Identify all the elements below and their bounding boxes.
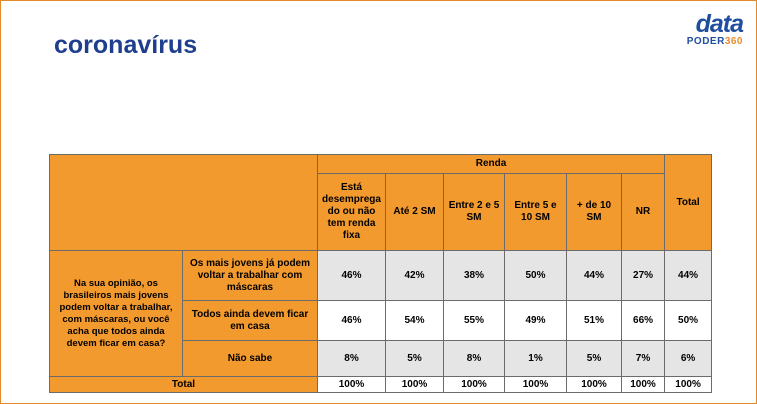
table-cell-total: 100% bbox=[665, 377, 712, 393]
table-cell: 66% bbox=[622, 301, 665, 341]
table-cell: 8% bbox=[318, 341, 386, 377]
table-cell: 46% bbox=[318, 251, 386, 301]
table-cell: 55% bbox=[444, 301, 505, 341]
table-cell: 27% bbox=[622, 251, 665, 301]
logo-subtitle bbox=[687, 36, 743, 47]
header-row-group bbox=[50, 155, 712, 174]
table-cell: 50% bbox=[505, 251, 567, 301]
total-row bbox=[50, 377, 712, 393]
column-header: Está desemprega do ou não tem renda fixa bbox=[318, 174, 386, 251]
column-header: Entre 5 e 10 SM bbox=[505, 174, 567, 251]
total-row-label: Total bbox=[50, 377, 318, 393]
survey-table bbox=[49, 154, 712, 393]
table-cell: 38% bbox=[444, 251, 505, 301]
table-cell: 44% bbox=[567, 251, 622, 301]
column-header: Entre 2 e 5 SM bbox=[444, 174, 505, 251]
table-cell: 49% bbox=[505, 301, 567, 341]
logo-brand: PODER bbox=[686, 36, 725, 47]
group-header: Renda bbox=[318, 155, 665, 174]
column-header: NR bbox=[622, 174, 665, 251]
header-corner bbox=[50, 155, 318, 251]
datapoder360-logo bbox=[661, 11, 743, 51]
logo-word: data bbox=[695, 10, 743, 38]
table-cell: 100% bbox=[622, 377, 665, 393]
table-row bbox=[50, 251, 712, 301]
table-cell: 100% bbox=[444, 377, 505, 393]
table-cell: 46% bbox=[318, 301, 386, 341]
table-cell: 1% bbox=[505, 341, 567, 377]
page-title: coronavírus bbox=[54, 31, 198, 59]
row-label: Os mais jovens já podem voltar a trabalhar com máscaras bbox=[183, 251, 318, 301]
table-cell: 54% bbox=[386, 301, 444, 341]
table-cell: 7% bbox=[622, 341, 665, 377]
logo-number: 360 bbox=[724, 36, 743, 47]
table-cell: 42% bbox=[386, 251, 444, 301]
table-cell: 100% bbox=[505, 377, 567, 393]
row-label: Todos ainda devem ficar em casa bbox=[183, 301, 318, 341]
table-cell-total: 44% bbox=[665, 251, 712, 301]
table-cell: 100% bbox=[567, 377, 622, 393]
table-cell: 5% bbox=[386, 341, 444, 377]
table-cell-total: 6% bbox=[665, 341, 712, 377]
question-cell: Na sua opinião, os brasileiros mais jovens podem voltar a trabalhar, com máscaras, ou você acha que todos ainda devem ficar em casa? bbox=[50, 251, 183, 377]
column-header: Até 2 SM bbox=[386, 174, 444, 251]
column-header: + de 10 SM bbox=[567, 174, 622, 251]
table-cell: 100% bbox=[318, 377, 386, 393]
table-cell: 100% bbox=[386, 377, 444, 393]
table-cell-total: 50% bbox=[665, 301, 712, 341]
row-label: Não sabe bbox=[183, 341, 318, 377]
table-cell: 5% bbox=[567, 341, 622, 377]
table-cell: 51% bbox=[567, 301, 622, 341]
total-column-header: Total bbox=[665, 155, 712, 251]
table-cell: 8% bbox=[444, 341, 505, 377]
